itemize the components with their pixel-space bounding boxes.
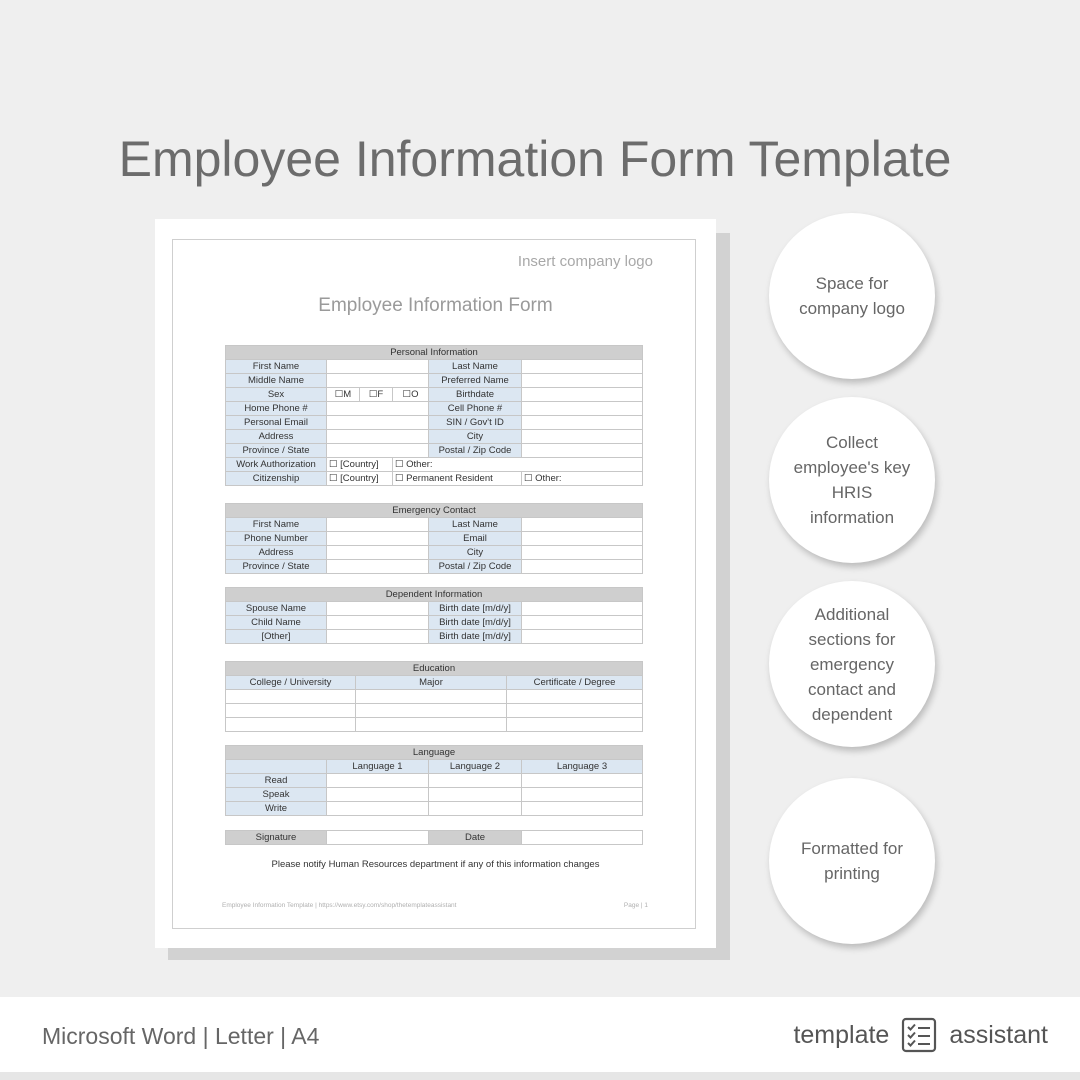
education-table [225,661,643,732]
lang-cell[interactable] [327,788,429,802]
child-name-field[interactable] [327,616,429,630]
field-label: [Other] [226,630,327,644]
column-header: Language 2 [429,760,522,774]
form-title: Employee Information Form [318,295,553,316]
signature-table [225,830,643,845]
field-label: Sex [226,388,327,402]
field-label: Address [226,430,327,444]
brand-word-left: template [793,1020,890,1049]
row-label: Write [226,802,327,816]
field-label: Birth date [m/d/y] [429,602,522,616]
field-label: Province / State [226,444,327,458]
field-label: Last Name [429,360,522,374]
citizenship-other-checkbox[interactable]: ☐ Other: [522,472,643,486]
home-phone-field[interactable] [327,402,429,416]
city-field[interactable] [522,430,643,444]
bubble-text: Space for company logo [799,274,905,318]
footer-url: Employee Information Template | https://www.etsy.com/shop/thetemplateassistant [222,902,457,909]
cell-phone-field[interactable] [522,402,643,416]
citizenship-country-checkbox[interactable]: ☐ [Country] [327,472,393,486]
feature-bubble-hris [769,397,935,563]
brand-word-right: assistant [949,1020,1048,1049]
ec-first-name-field[interactable] [327,518,429,532]
checklist-icon [901,1017,937,1053]
work-other-checkbox[interactable]: ☐ Other: [393,458,643,472]
signature-label: Signature [226,831,327,845]
field-label: Address [226,546,327,560]
ec-city-field[interactable] [522,546,643,560]
postal-field[interactable] [522,444,643,458]
date-field[interactable] [522,831,643,845]
lang-cell[interactable] [522,774,643,788]
ec-address-field[interactable] [327,546,429,560]
field-label: Child Name [226,616,327,630]
field-label: Preferred Name [429,374,522,388]
ec-email-field[interactable] [522,532,643,546]
education-header: Education [226,662,643,676]
column-header: Certificate / Degree [507,676,643,690]
field-label: Province / State [226,560,327,574]
birthdate-field[interactable] [522,388,643,402]
footer-page: Page | 1 [623,902,648,909]
personal-info-table [225,345,643,486]
lang-cell[interactable] [429,788,522,802]
field-label: City [429,430,522,444]
date-label: Date [429,831,522,845]
preferred-name-field[interactable] [522,374,643,388]
column-header: Language 1 [327,760,429,774]
lang-cell[interactable] [327,774,429,788]
field-label: Citizenship [226,472,327,486]
edu-cell[interactable] [507,718,643,732]
lang-cell[interactable] [522,788,643,802]
emergency-contact-table [225,503,643,574]
column-header: Major [356,676,507,690]
edu-cell[interactable] [226,704,356,718]
field-label: Birth date [m/d/y] [429,630,522,644]
personal-email-field[interactable] [327,416,429,430]
field-label: Birthdate [429,388,522,402]
bottom-bar [0,997,1080,1072]
field-label: Spouse Name [226,602,327,616]
field-label: Home Phone # [226,402,327,416]
address-field[interactable] [327,430,429,444]
dependent-info-table [225,587,643,644]
province-field[interactable] [327,444,429,458]
middle-name-field[interactable] [327,374,429,388]
field-label: Last Name [429,518,522,532]
other-dependent-field[interactable] [327,630,429,644]
format-info: Microsoft Word | Letter | A4 [42,1023,320,1049]
lang-cell[interactable] [522,802,643,816]
language-table [225,745,643,816]
other-birth-field[interactable] [522,630,643,644]
field-label: Birth date [m/d/y] [429,616,522,630]
signature-field[interactable] [327,831,429,845]
emergency-contact-header: Emergency Contact [226,504,643,518]
field-label: City [429,546,522,560]
sex-m-checkbox[interactable]: ☐M [327,388,360,402]
field-label: SIN / Gov't ID [429,416,522,430]
main-title: Employee Information Form Template [118,131,952,187]
spouse-name-field[interactable] [327,602,429,616]
bottom-strip [0,1072,1080,1080]
field-label: First Name [226,518,327,532]
sex-o-checkbox[interactable]: ☐O [393,388,429,402]
child-birth-field[interactable] [522,616,643,630]
ec-province-field[interactable] [327,560,429,574]
column-header: College / University [226,676,356,690]
field-label: Cell Phone # [429,402,522,416]
feature-bubble-printing [769,778,935,944]
spouse-birth-field[interactable] [522,602,643,616]
edu-cell[interactable] [356,690,507,704]
feature-bubble-logo [769,213,935,379]
personal-info-header: Personal Information [226,346,643,360]
brand-logo [793,1017,1048,1053]
page-border [172,239,696,929]
edu-cell[interactable] [507,690,643,704]
edu-cell[interactable] [356,704,507,718]
ec-last-name-field[interactable] [522,518,643,532]
edu-cell[interactable] [507,704,643,718]
field-label: Personal Email [226,416,327,430]
field-label: Middle Name [226,374,327,388]
edu-cell[interactable] [226,718,356,732]
bubble-text: Formatted for printing [800,839,904,883]
edu-cell[interactable] [356,718,507,732]
row-label: Speak [226,788,327,802]
bubble-text: Collect employee's key HRIS information [793,433,911,527]
field-label: Email [429,532,522,546]
last-name-field[interactable] [522,360,643,374]
lang-cell[interactable] [429,774,522,788]
ec-phone-field[interactable] [327,532,429,546]
field-label: Phone Number [226,532,327,546]
lang-cell[interactable] [429,802,522,816]
field-label: Postal / Zip Code [429,444,522,458]
permanent-resident-checkbox[interactable]: ☐ Permanent Resident [393,472,522,486]
feature-bubble-sections [769,581,935,747]
logo-placeholder: Insert company logo [517,253,653,270]
column-header: Language 3 [522,760,643,774]
sex-f-checkbox[interactable]: ☐F [360,388,393,402]
work-country-checkbox[interactable]: ☐ [Country] [327,458,393,472]
bubble-text: Additional sections for emergency contact and dependent [808,604,896,724]
first-name-field[interactable] [327,360,429,374]
field-label: First Name [226,360,327,374]
field-label: Work Authorization [226,458,327,472]
field-label: Postal / Zip Code [429,560,522,574]
language-header: Language [226,746,643,760]
edu-cell[interactable] [226,690,356,704]
row-label: Read [226,774,327,788]
notify-note: Please notify Human Resources department if any of this information changes [271,859,600,870]
ec-postal-field[interactable] [522,560,643,574]
sin-field[interactable] [522,416,643,430]
lang-cell[interactable] [327,802,429,816]
dependent-info-header: Dependent Information [226,588,643,602]
document-preview [155,219,716,948]
corner-cell [226,760,327,774]
